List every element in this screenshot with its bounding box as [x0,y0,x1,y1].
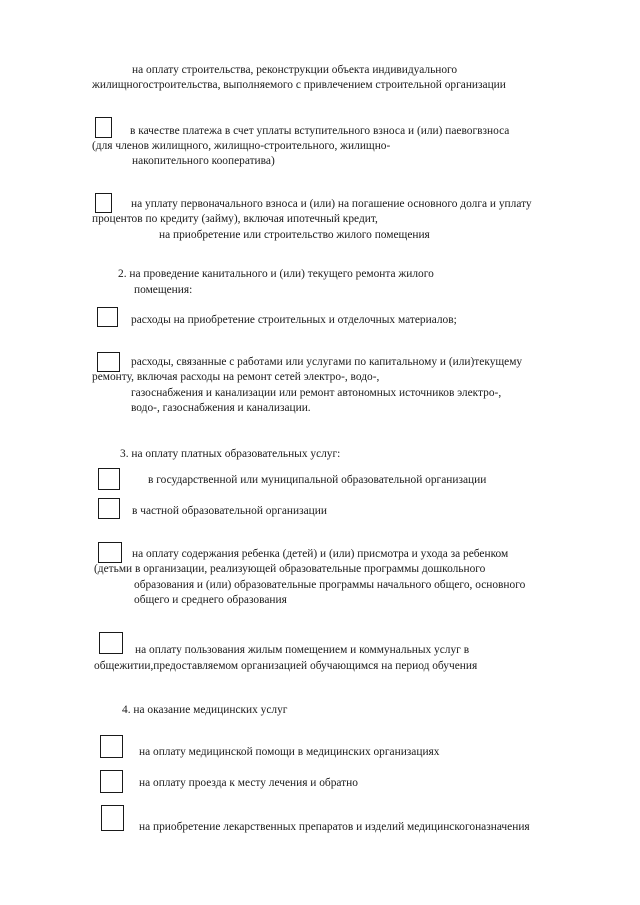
private-edu-checkbox[interactable] [98,498,120,519]
repair-services-line-1: расходы, связанные с работами или услугами по капитальному и (или)текущему [131,356,523,368]
intro-line-2: жилищногостроительства, выполняемого с привлечением строительной организации [92,79,506,91]
intro-line-1: на оплату строительства, реконструкции объекта индивидуального [132,64,458,76]
medical-help-checkbox[interactable] [100,735,123,758]
child-care-line-3: образования и (или) образовательные программы начального общего, основного [134,579,526,591]
member-fee-checkbox[interactable] [95,117,112,138]
medicines-line-1: на приобретение лекарственных препаратов и изделий медицинскогоназначения [139,821,530,833]
repair-services-line-3: газоснабжения и канализации или ремонт автономных источников электро-, [131,387,502,399]
dormitory-line-1: на оплату пользования жилым помещением и коммунальных услуг в [135,644,470,656]
mortgage-line-1: на уплату первоначального взноса и (или) на погашение основного долга и уплату [131,198,532,210]
state-edu-checkbox[interactable] [98,468,120,490]
member-fee-line-2: (для членов жилищного, жилищно-строительного, жилищно- [92,140,391,152]
child-care-line-1: на оплату содержания ребенка (детей) и (или) присмотра и ухода за ребенком [132,548,509,560]
medicines-checkbox[interactable] [101,805,124,831]
section-4-heading: 4. на оказание медицинских услуг [122,704,288,716]
repair-services-line-4: водо-, газоснабжения и канализации. [131,402,311,414]
travel-checkbox[interactable] [100,770,123,793]
dormitory-line-2: общежитии,предоставляемом организацией обучающимся на период обучения [94,660,478,672]
private-edu-line-1: в частной образовательной организации [132,505,327,517]
section-2-heading-line-2: помещения: [134,284,193,296]
mortgage-checkbox[interactable] [95,193,112,213]
mortgage-line-3: на приобретение или строительство жилого помещения [159,229,430,241]
child-care-checkbox[interactable] [98,542,122,563]
mortgage-line-2: процентов по кредиту (займу), включая ипотечный кредит, [92,213,378,225]
child-care-line-4: общего и среднего образования [134,594,287,606]
travel-line-1: на оплату проезда к месту лечения и обратно [139,777,358,789]
child-care-line-2: (детьми в организации, реализующей образовательные программы дошкольного [94,563,486,575]
medical-help-line-1: на оплату медицинской помощи в медицинских организациях [139,746,440,758]
member-fee-line-1: в качестве платежа в счет уплаты вступительного взноса и (или) паевогвзноса [130,125,510,137]
materials-line-1: расходы на приобретение строительных и отделочных материалов; [131,314,457,326]
section-2-heading: 2. на проведение канитального и (или) текущего ремонта жилого [118,268,434,280]
repair-services-line-2: ремонту, включая расходы на ремонт сетей электро-, водо-, [92,371,380,383]
member-fee-line-3: накопительного кооператива) [132,155,275,167]
repair-services-checkbox[interactable] [97,352,120,372]
section-3-heading: 3. на оплату платных образовательных услуг: [120,448,341,460]
materials-checkbox[interactable] [97,307,118,327]
state-edu-line-1: в государственной или муниципальной образовательной организации [148,474,487,486]
dormitory-checkbox[interactable] [99,632,123,654]
